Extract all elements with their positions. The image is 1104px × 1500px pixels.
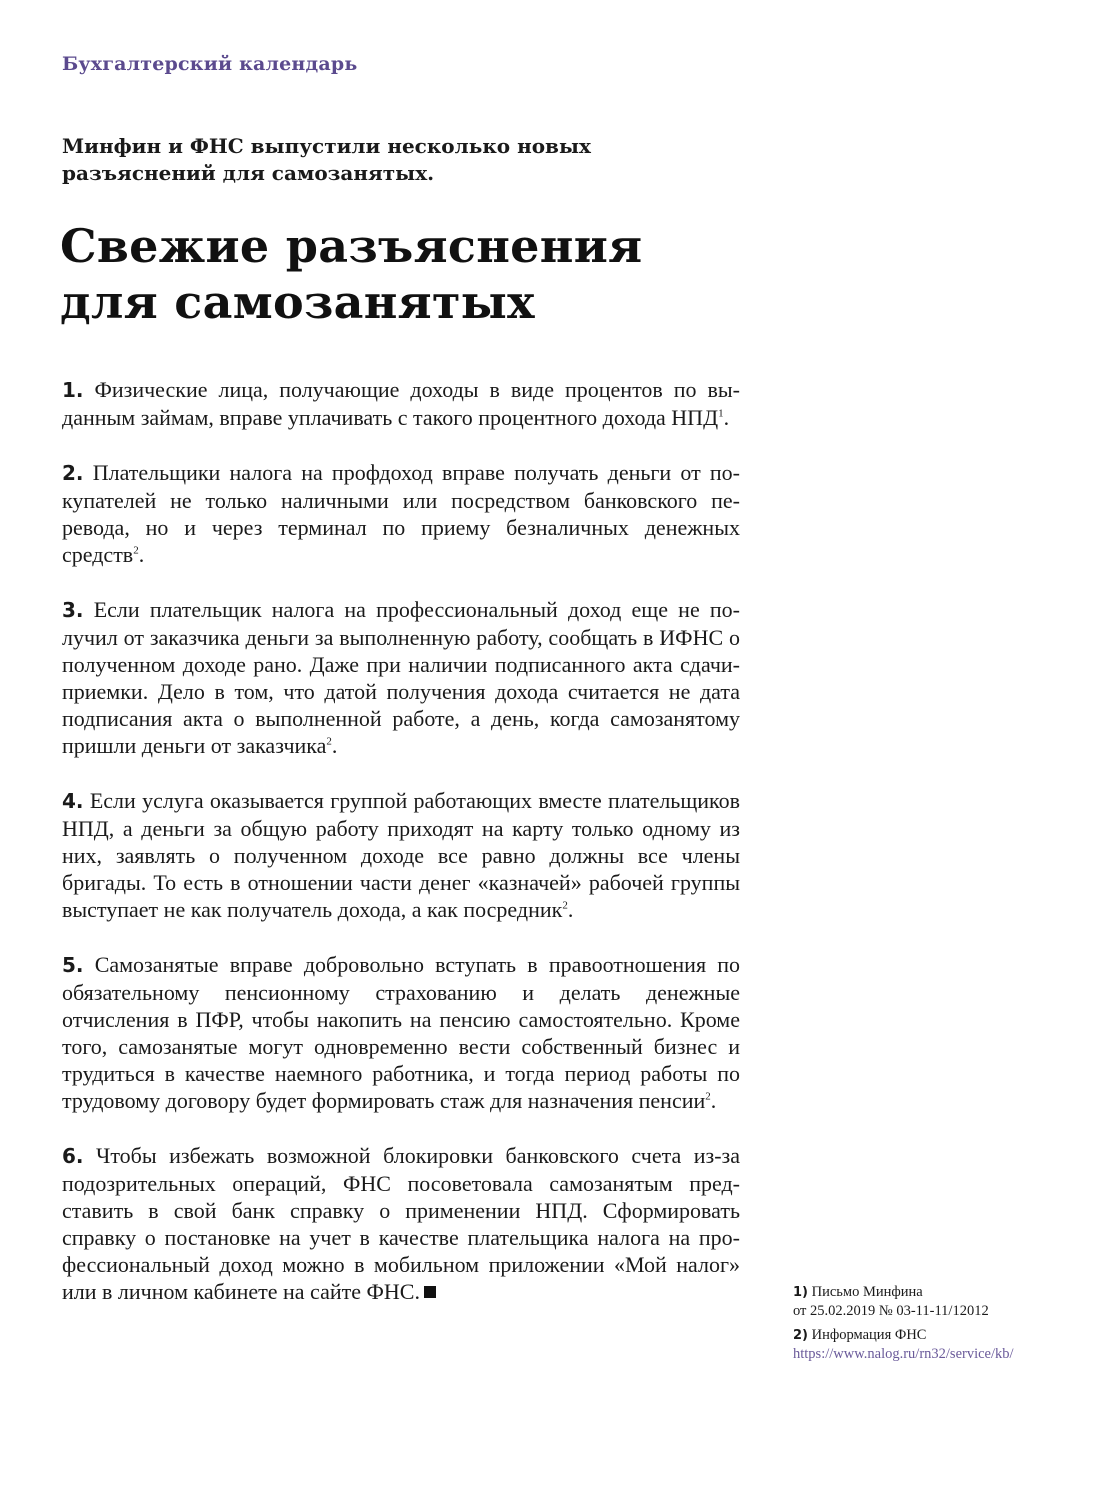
footnote-ref: 2 — [326, 735, 332, 748]
footnote-number: 2) — [793, 1328, 808, 1343]
paragraph-tail: . — [331, 733, 338, 758]
paragraph-text: Если услуга оказывается группой работающих вместе плательщиков НПД, а деньги за общую работу приходят на карту только одному из них, заявлять о полученном доходе все равно должны все члены бригады. То есть в отношении части денег «казначей» рабочей группы выступает не как получатель дохода, а как посредник — [62, 788, 741, 922]
paragraph-text: Чтобы избежать возможной блокировки банковского счета из-за подозрительных операций, ФНС посоветовала самозанятым представить в свой банк справку о применении НПД. Сформировать справку о постановке на учет в качестве плательщика налога на профессиональный доход можно в мобильном приложении «Мой налог» или в личном кабинете на сайте ФНС. — [62, 1143, 740, 1304]
section-label: Бухгалтерский календарь — [62, 53, 358, 75]
paragraph-number: 2. — [62, 461, 84, 485]
paragraph-5 — [62, 951, 740, 1114]
paragraph-text: Плательщики налога на профдоход вправе получать деньги от покупателей не только наличными или посредством банковского перевода, но и через терминал по приему безналичных денежных средств — [62, 460, 740, 567]
paragraph-number: 4. — [62, 789, 84, 813]
paragraph-tail: . — [723, 405, 730, 430]
article-body — [62, 376, 740, 1333]
lead-line: разъяснений для самозанятых. — [62, 161, 435, 185]
title-line: Свежие разъяснения — [60, 219, 643, 273]
paragraph-tail: . — [138, 542, 145, 567]
paragraph-tail: . — [710, 1088, 717, 1113]
footnote-1 — [793, 1283, 1053, 1320]
paragraph-4 — [62, 787, 740, 923]
lead-line: Минфин и ФНС выпустили несколько новых — [62, 134, 591, 158]
footnote-text: Информация ФНС — [811, 1327, 927, 1343]
paragraph-number: 3. — [62, 598, 84, 622]
footnote-ref: 2 — [705, 1090, 711, 1103]
article-lead — [62, 133, 682, 187]
footnotes — [793, 1283, 1053, 1369]
footnote-ref: 2 — [562, 899, 568, 912]
paragraph-text: Самозанятые вправе добровольно вступать в правоотношения по обязательному пенсионному страхованию и делать денежные отчисления в ПФР, чтобы накопить на пенсию самостоятельно. Кроме того, самозанятые могут одновременно вести собственный бизнес и трудиться в качестве наемного работника, и тогда период работы по трудовому договору будет формировать стаж для назначения пенсии — [62, 952, 740, 1113]
footnote-ref: 2 — [133, 544, 139, 557]
article-title — [60, 218, 780, 330]
paragraph-number: 5. — [62, 953, 84, 977]
footnote-2 — [793, 1326, 1053, 1363]
footnote-text: от 25.02.2019 № 03-11-11/12012 — [793, 1303, 989, 1319]
end-of-article-icon — [424, 1286, 436, 1298]
footnote-number: 1) — [793, 1285, 808, 1300]
footnote-link[interactable]: https://www.nalog.ru/rn32/service/kb/ — [793, 1346, 1014, 1362]
paragraph-3 — [62, 596, 740, 759]
paragraph-number: 6. — [62, 1144, 84, 1168]
paragraph-text: Если плательщик налога на профессиональный доход еще не получил от заказчика деньги за выполненную работу, сообщать в ИФНС о полученном доходе рано. Даже при наличии подписанного акта сдачи-приемки. Дело в том, что датой получения дохода считается не дата подписания акта о выполненной работе, а день, когда самозанятому пришли деньги от заказчика — [62, 597, 740, 758]
paragraph-tail: . — [567, 897, 574, 922]
paragraph-text: Физические лица, получающие доходы в виде процентов по выданным займам, вправе уплачивать с такого процентного дохода НПД — [62, 377, 740, 430]
footnote-ref: 1 — [718, 407, 724, 420]
footnote-text: Письмо Минфина — [811, 1284, 923, 1300]
paragraph-1 — [62, 376, 740, 431]
title-line: для самозанятых — [60, 275, 535, 329]
paragraph-6 — [62, 1142, 740, 1305]
paragraph-2 — [62, 459, 740, 568]
paragraph-number: 1. — [62, 378, 84, 402]
